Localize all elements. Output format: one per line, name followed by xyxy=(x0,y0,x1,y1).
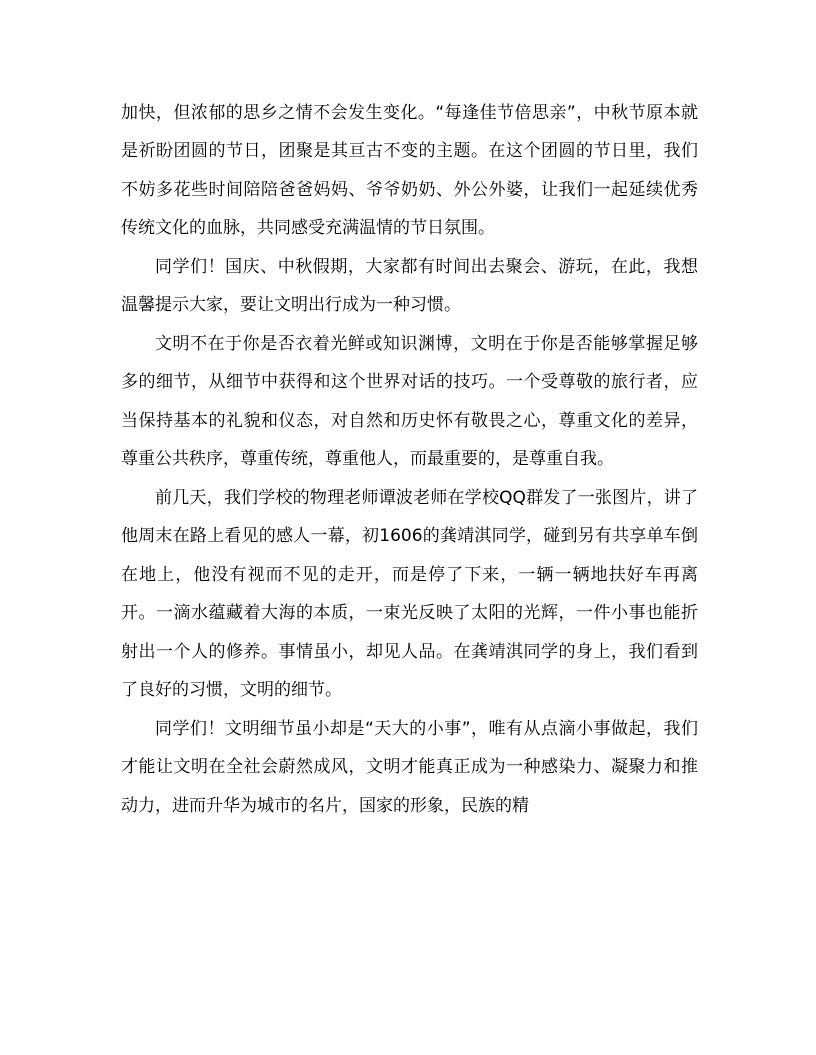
body-text xyxy=(121,94,698,825)
paragraph: 前几天，我们学校的物理老师谭波老师在学校QQ群发了一张图片，讲了他周末在路上看见的感人一幕，初1606的龚靖淇同学，碰到另有共享单车倒在地上，他没有视而不见的走开，而是停了下来，一辆一辆地扶好车再离开。一滴水蕴藏着大海的本质，一束光反映了太阳的光辉，一件小事也能折射出一个人的修养。事情虽小，却见人品。在龚靖淇同学的身上，我们看到了良好的习惯，文明的细节。 xyxy=(121,487,698,700)
paragraph: 同学们！文明细节虽小却是“天大的小事”，唯有从点滴小事做起，我们才能让文明在全社会蔚然成风，文明才能真正成为一种感染力、凝聚力和推动力，进而升华为城市的名片，国家的形象，民族的精 xyxy=(121,718,698,816)
paragraph: 文明不在于你是否衣着光鲜或知识渊博，文明在于你是否能够掌握足够多的细节，从细节中获得和这个世界对话的技巧。一个受尊敬的旅行者，应当保持基本的礼貌和仪态，对自然和历史怀有敬畏之心，尊重文化的差异，尊重公共秩序，尊重传统，尊重他人，而最重要的，是尊重自我。 xyxy=(121,334,698,470)
paragraph: 同学们！国庆、中秋假期，大家都有时间出去聚会、游玩，在此，我想温馨提示大家，要让文明出行成为一种习惯。 xyxy=(121,256,698,316)
paragraph: 加快，但浓郁的思乡之情不会发生变化。“每逢佳节倍思亲”，中秋节原本就是祈盼团圆的节日，团聚是其亘古不变的主题。在这个团圆的节日里，我们不妨多花些时间陪陪爸爸妈妈、爷爷奶奶、外公外婆，让我们一起延续优秀传统文化的血脉，共同感受充满温情的节日氛围。 xyxy=(121,103,698,239)
